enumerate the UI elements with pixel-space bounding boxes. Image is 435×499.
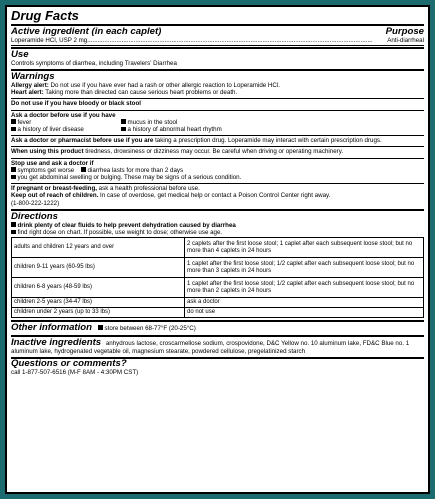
- stop-item-text: symptoms get worse: [17, 166, 75, 174]
- age-cell: children 6-8 years (48-59 lbs): [12, 278, 185, 298]
- ask-doctor-item-text: fever: [17, 118, 32, 126]
- active-heading-row: [11, 27, 424, 37]
- directions-bullet-text: drink plenty of clear fluids to help prevent dehydration caused by diarrhea: [17, 221, 236, 229]
- leader-dots: ......................................................................................................................................................................: [87, 36, 373, 44]
- poison-control-phone: (1-800-222-1222): [11, 199, 60, 207]
- bullet-square-icon: [98, 325, 103, 330]
- bullet-square-icon: [11, 127, 16, 132]
- active-ingredient-line: [11, 37, 424, 44]
- age-cell: children 2-5 years (34-47 lbs): [12, 298, 185, 308]
- ask-doctor-item: [11, 119, 121, 126]
- dose-cell: ask a doctor: [185, 298, 424, 308]
- warnings-section: [11, 71, 424, 99]
- dose-cell: 1 caplet after the first loose stool; 1/2 caplet after each subsequent loose stool; but no more than 2 caplets in 24 hours: [185, 278, 424, 298]
- keep-out-line: [11, 192, 424, 199]
- table-row: [12, 278, 424, 298]
- bullet-square-icon: [11, 167, 16, 172]
- bullet-square-icon: [11, 230, 16, 235]
- ask-doctor-item-text: a history of abnormal heart rhythm: [127, 126, 222, 134]
- when-using: [11, 147, 424, 158]
- drug-facts-panel: [5, 5, 430, 494]
- stop-item-text: diarrhea lasts for more than 2 days: [87, 166, 184, 174]
- stop-use-section: [11, 159, 424, 185]
- purpose-heading: Purpose: [385, 26, 424, 37]
- dose-cell: 2 caplets after the first loose stool; 1 caplet after each subsequent loose stool; but no more than 4 caplets in 24 hours: [185, 238, 424, 258]
- ask-pharmacist: [11, 136, 424, 147]
- warnings-heading: Warnings: [11, 71, 55, 82]
- dose-cell: do not use: [185, 308, 424, 318]
- allergy-alert: [11, 82, 424, 89]
- table-row: [12, 308, 424, 318]
- dose-cell: 1 caplet after the first loose stool; 1/2 caplet after each subsequent loose stool; but no more than 3 caplets in 24 hours: [185, 258, 424, 278]
- questions-text: call 1-877-507-6516 (M-F 8AM - 4:30PM CST): [11, 369, 139, 377]
- pregnancy-line: [11, 185, 424, 192]
- stop-item: [11, 174, 424, 181]
- heart-alert: [11, 89, 424, 96]
- allergy-text: Do not use if you have ever had a rash or other allergic reaction to Loperamide HCl.: [48, 82, 280, 89]
- table-row: [12, 258, 424, 278]
- bullet-square-icon: [11, 119, 16, 124]
- use-text: Controls symptoms of diarrhea, including Travelers' Diarrhea: [11, 59, 177, 67]
- when-using-text: tiredness, drowsiness or dizziness may occur. Be careful when driving or operating machinery.: [83, 148, 344, 156]
- age-cell: children 9-11 years (60-95 lbs): [12, 258, 185, 278]
- stop-item-text: you get abdominal swelling or bulging. These may be signs of a serious condition.: [17, 174, 242, 182]
- pregnancy-heading: If pregnant or breast-feeding,: [11, 185, 97, 193]
- table-row: [12, 238, 424, 258]
- ask-doctor-heading: Ask a doctor before use if you have: [11, 111, 116, 119]
- table-row: [12, 298, 424, 308]
- dosage-table: [11, 237, 424, 318]
- directions-section: [11, 211, 424, 237]
- questions-heading: Questions or comments?: [11, 358, 127, 370]
- stop-item: [11, 167, 81, 174]
- drug-facts-title: Drug Facts: [11, 8, 424, 26]
- other-info-text: store between 68-77°F (20-25°C): [104, 324, 196, 332]
- ask-doctor-row: [11, 119, 424, 126]
- inactive-text: anhydrous lactose, croscarmellose sodium, crospovidone, D&C Yellow no. 10 aluminum lake, FD&C Blue no. 1 aluminum lake, hydrogenated vegetable oil, magnesium stearate, powdered cellulose, pregelatinized starch: [11, 339, 410, 355]
- stop-item: [81, 167, 183, 174]
- bullet-square-icon: [81, 167, 86, 172]
- active-heading: Active ingredient (in each caplet): [11, 26, 162, 37]
- stop-heading: Stop use and ask a doctor if: [11, 159, 94, 167]
- inactive-section: [11, 337, 424, 357]
- use-heading: Use: [11, 48, 29, 60]
- bullet-square-icon: [11, 222, 16, 227]
- ask-doctor-item: [121, 126, 222, 133]
- do-not-use: Do not use if you have bloody or black stool: [11, 99, 424, 110]
- ask-doctor-item-text: mucus in the stool: [127, 118, 178, 126]
- ask-doctor-item: [121, 119, 177, 126]
- other-info-section: [11, 322, 424, 335]
- bullet-square-icon: [11, 175, 16, 180]
- ask-pharm-heading: Ask a doctor or pharmacist before use if you are: [11, 137, 154, 145]
- use-section: [11, 49, 424, 69]
- other-info-heading: Other information: [11, 321, 93, 333]
- ask-pharm-text: taking a prescription drug. Loperamide may interact with certain prescription drugs.: [153, 137, 382, 145]
- directions-bullet: [11, 229, 424, 236]
- age-cell: children under 2 years (up to 33 lbs): [12, 308, 185, 318]
- questions-section: [11, 359, 424, 378]
- bullet-square-icon: [121, 127, 126, 132]
- keep-out-text: In case of overdose, get medical help or contact a Poison Control Center right away.: [98, 192, 331, 200]
- inactive-heading: Inactive ingredients: [11, 336, 102, 348]
- other-info-item: [98, 325, 196, 332]
- bullet-square-icon: [121, 119, 126, 124]
- active-ingredient-section: [11, 26, 424, 46]
- heart-text: Taking more than directed can cause serious heart problems or death.: [43, 89, 238, 97]
- purpose-value: Anti-diarrheal: [387, 36, 424, 44]
- stop-row: [11, 167, 424, 174]
- directions-bullet: [11, 222, 424, 229]
- directions-bullet-text: find right dose on chart. If possible, use weight to dose; otherwise use age.: [17, 229, 223, 237]
- directions-heading: Directions: [11, 210, 58, 222]
- keep-out-heading: Keep out of reach of children.: [11, 192, 99, 200]
- allergy-label: Allergy alert:: [11, 82, 49, 89]
- active-ingredient: Loperamide HCl, USP 2 mg: [11, 36, 88, 44]
- when-using-heading: When using this product: [11, 148, 84, 156]
- ask-doctor-item: [11, 126, 121, 133]
- ask-doctor-row: [11, 126, 424, 133]
- ask-doctor-item-text: a history of liver disease: [17, 126, 84, 134]
- age-cell: adults and children 12 years and over: [12, 238, 185, 258]
- pregnancy-keep-section: [11, 184, 424, 209]
- pregnancy-text: ask a health professional before use.: [96, 185, 200, 193]
- heart-label: Heart alert:: [11, 89, 44, 97]
- ask-doctor-section: [11, 111, 424, 137]
